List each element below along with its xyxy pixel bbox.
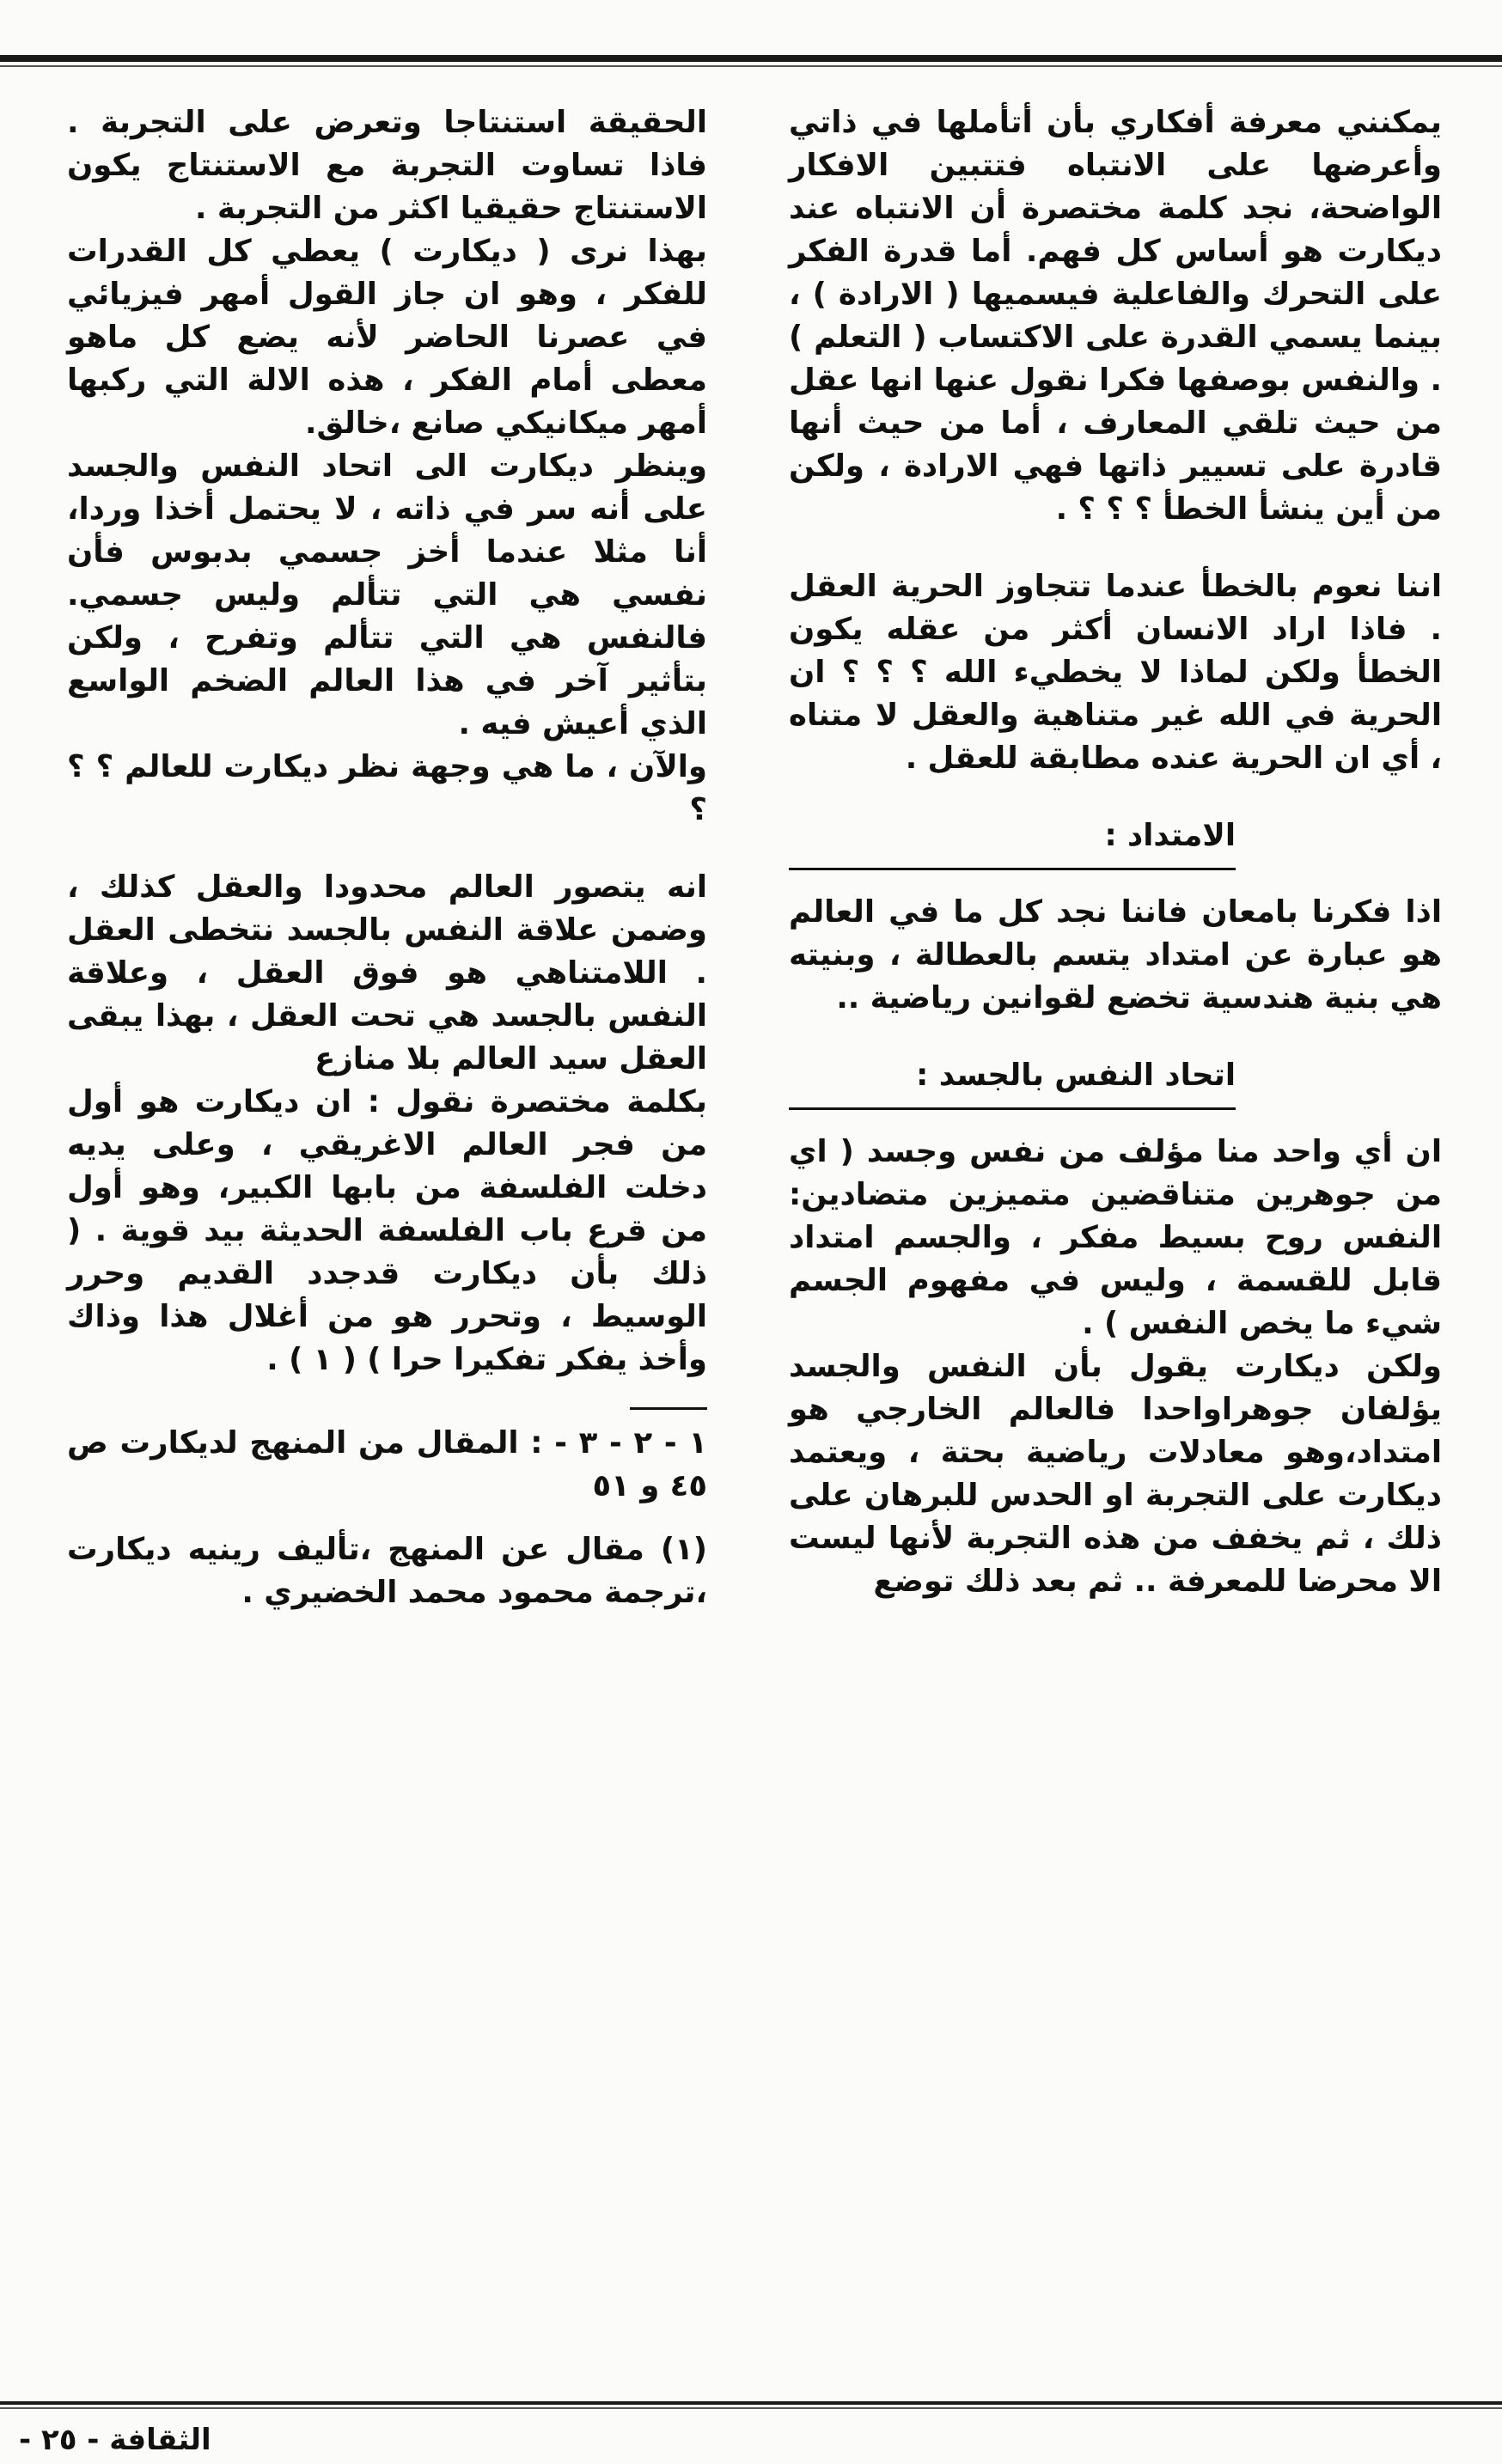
footnote-rule (630, 1407, 707, 1410)
footnote: (١) مقال عن المنهج ،تأليف رينيه ديكارت ،ترجمة محمود محمد الخضيري . (67, 1532, 707, 1610)
paragraph: ولكن ديكارت يقول بأن النفس والجسد يؤلفان جوهراواحدا فالعالم الخارجي هو امتداد،وهو معادلات رياضية بحتة ، ويعتمد ديكارت على التجربة او الحدس للبرهان على ذلك ، ثم يخفف من هذه التجربة لأنها ليست الا محرضا للمعرفة .. ثم بعد ذلك توضع (789, 1349, 1442, 1599)
paragraph: الحقيقة استنتاجا وتعرض على التجربة . فاذا تساوت التجربة مع الاستنتاج يكون الاستنتاج حقيقيا اكثر من التجربة . (67, 105, 707, 226)
bottom-rule (0, 2401, 1502, 2405)
bottom-rule-thin (0, 2407, 1502, 2409)
paragraph: بكلمة مختصرة نقول : ان ديكارت هو أول من فجر العالم الاغريقي ، وعلى يديه دخلت الفلسفة من بابها الكبير، وهو أول من قرع باب الفلسفة الحديثة بيد قوية . ( ذلك بأن ديكارت قدجدد القديم وحرر الوسيط ، وتحرر هو من أغلال هذا وذاك وأخذ يفكر تفكيرا حرا ) ( ١ ) . (67, 1084, 707, 1377)
page-footer: الثقافة - ٢٥ - (19, 2423, 211, 2457)
paragraph: ان أي واحد منا مؤلف من نفس وجسد ( اي من جوهرين متناقضين متميزين متضادين: النفس روح بسيط مفكر ، والجسم امتداد قابل للقسمة ، وليس في مفهوم الجسم شيء ما يخص النفس ) . (789, 1134, 1442, 1341)
top-rule (0, 55, 1502, 62)
paragraph: وينظر ديكارت الى اتحاد النفس والجسد على أنه سر في ذاته ، لا يحتمل أخذا وردا، أنا مثلا عندما أخز جسمي بدبوس فأن نفسي هي التي تتألم وليس جسمي. فالنفس هي التي تتألم وتفرح ، ولكن بتأثير آخر في هذا العالم الضخم الواسع الذي أعيش فيه . (67, 448, 707, 741)
paragraph: اذا فكرنا بامعان فاننا نجد كل ما في العالم هو عبارة عن امتداد يتسم بالعطالة ، وبنيته هي بنية هندسية تخضع لقوانين رياضية .. (789, 894, 1442, 1015)
paragraph: يمكنني معرفة أفكاري بأن أتأملها في ذاتي وأعرضها على الانتباه فتتبين الافكار الواضحة، نجد كلمة مختصرة أن الانتباه عند ديكارت هو أساس كل فهم. أما قدرة الفكر على التحرك والفاعلية فيسميها ( الارادة ) ، بينما يسمي القدرة على الاكتساب ( التعلم ) . والنفس بوصفها فكرا نقول عنها انها عقل من حيث تلقي المعارف ، أما من حيث أنها قادرة على تسيير ذاتها فهي الارادة ، ولكن من أين ينشأ الخطأ ؟ ؟ ؟ . (789, 105, 1442, 527)
heading-text: الامتداد : (1104, 818, 1236, 853)
footnote: ١ - ٢ - ٣ - : المقال من المنهج لديكارت ص ٤٥ و ٥١ (67, 1425, 708, 1503)
paragraph: بهذا نرى ( ديكارت ) يعطي كل القدرات للفكر ، وهو ان جاز القول أمهر فيزيائي في عصرنا الحاضر لأنه يضع كل ماهو معطى أمام الفكر ، هذه الالة التي ركبها أمهر ميكانيكي صانع ،خالق. (67, 234, 707, 441)
right-column (789, 101, 1442, 1603)
paragraph: اننا نعوم بالخطأ عندما تتجاوز الحرية العقل . فاذا اراد الانسان أكثر من عقله يكون الخطأ ولكن لماذا لا يخطيء الله ؟ ؟ ؟ ان الحرية في الله غير متناهية والعقل لا متناه ، أي ان الحرية عنده مطابقة للعقل . (789, 569, 1442, 776)
section-heading-union (789, 1054, 1236, 1110)
section-heading-extension (789, 814, 1236, 870)
top-rule-thin (0, 65, 1502, 67)
paragraph: انه يتصور العالم محدودا والعقل كذلك ، وضمن علاقة النفس بالجسد نتخطى العقل . اللامتناهي هو فوق العقل ، وعلاقة النفس بالجسد هي تحت العقل ، بهذا يبقى العقل سيد العالم بلا منازع (67, 869, 707, 1076)
heading-text: اتحاد النفس بالجسد : (916, 1058, 1236, 1093)
left-column (67, 101, 707, 1614)
paragraph: والآن ، ما هي وجهة نظر ديكارت للعالم ؟ ؟ ؟ (67, 749, 707, 827)
